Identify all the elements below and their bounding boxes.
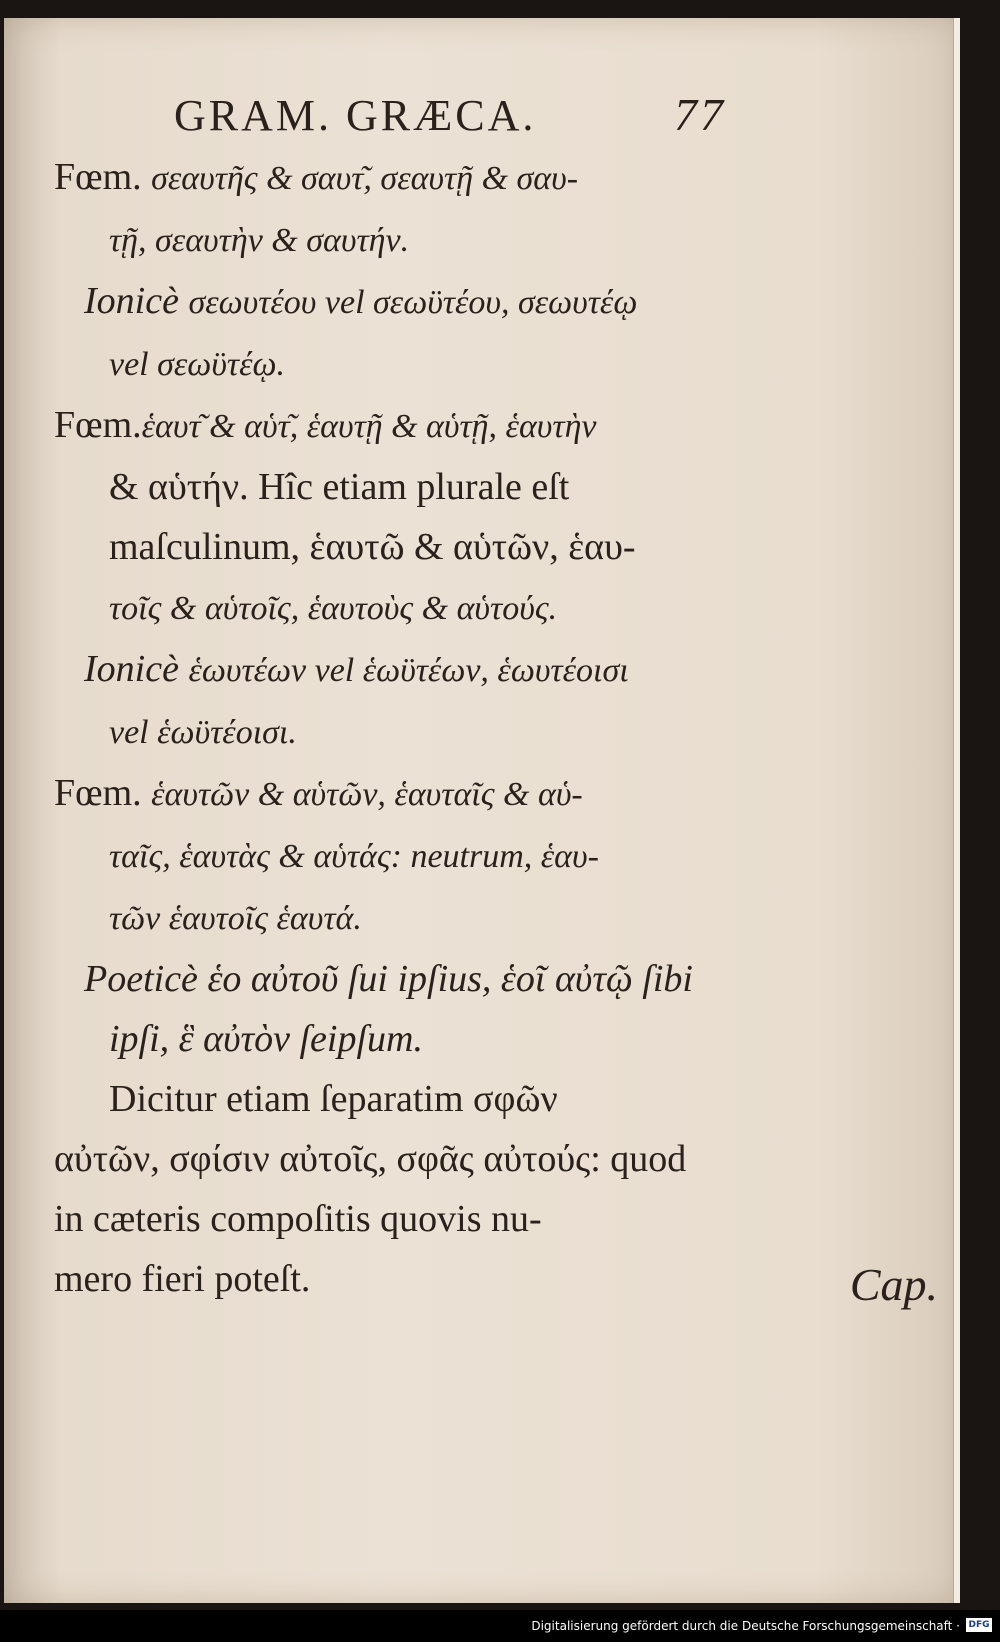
text-line (54, 517, 734, 577)
catchword: Cap. (849, 1259, 938, 1310)
line-text: vel ἑωϋτέοισι. (109, 714, 297, 751)
text-line (54, 639, 734, 701)
footer-bar (0, 1610, 1000, 1642)
text-line (54, 949, 734, 1009)
text-line (54, 1129, 734, 1189)
text-line (54, 1189, 734, 1249)
page-edge (953, 18, 960, 1603)
line-text: mero fieri poteſt. (54, 1258, 311, 1300)
running-head-title: GRAM. GRÆCA. (174, 91, 537, 140)
dfg-logo: DFG (966, 1618, 992, 1632)
line-lead: Fœm. (54, 156, 142, 198)
line-text: ἑαυτῶν & αὑτῶν, ἑαυταῖς & αὑ- (151, 776, 583, 813)
text-line (54, 701, 734, 763)
text-line (54, 577, 734, 639)
line-lead: Fœm. (54, 772, 142, 814)
book-page (4, 18, 960, 1603)
text-line (54, 457, 734, 517)
line-text: τῇ, σεαυτὴν & σαυτήν. (109, 222, 410, 259)
line-text: ταῖς, ἑαυτὰς & αὑτάς: neutrum, ἑαυ- (109, 838, 599, 875)
text-line (54, 763, 734, 825)
page-number: 77 (674, 89, 726, 140)
line-lead: Ionicè (84, 648, 179, 690)
text-line (54, 887, 734, 949)
line-text: & αὑτήν. Hîc etiam plurale eſt (109, 466, 570, 508)
line-text: vel σεωϋτέῳ. (109, 346, 285, 383)
line-lead: Ionicè (84, 280, 179, 322)
text-line (54, 1009, 734, 1069)
line-text: ἑωυτέων vel ἑωϋτέων, ἑωυτέοισι (188, 652, 629, 689)
line-text: τῶν ἑαυτοῖς ἑαυτά. (109, 900, 362, 937)
line-text: αὐτῶν, σφίσιν αὐτοῖς, σφᾶς αὐτούς: quod (54, 1138, 687, 1180)
line-text: ἑο αὐτοῦ ſui ipſius, ἑοῖ αὐτῷ ſibi (207, 958, 693, 1000)
text-line (54, 271, 734, 333)
text-line (54, 147, 734, 209)
line-text: Dicitur etiam ſeparatim σφῶν (109, 1078, 558, 1120)
line-text: ἑαυτ͂ & αὑτ͂, ἑαυτῇ & αὑτῇ, ἑαυτὴν (141, 408, 597, 445)
running-head (54, 88, 734, 141)
text-block (54, 88, 734, 1309)
text-line (54, 1249, 734, 1309)
line-text: σεαυτῆς & σαυτ͂, σεαυτῇ & σαυ- (151, 160, 579, 197)
line-text: τοῖς & αὑτοῖς, ἑαυτοὺς & αὑτούς. (109, 590, 558, 627)
line-lead: Fœm. (54, 404, 142, 446)
text-line (54, 333, 734, 395)
line-text: σεωυτέου vel σεωϋτέου, σεωυτέῳ (188, 284, 638, 321)
line-text: in cæteris compoſitis quovis nu- (54, 1198, 542, 1240)
text-line (54, 209, 734, 271)
text-line (54, 1069, 734, 1129)
line-text: ipſi, ἓ αὐτὸν ſeipſum. (109, 1018, 423, 1060)
text-line (54, 395, 734, 457)
footer-credit: Digitalisierung gefördert durch die Deutsche Forschungsgemeinschaft · (531, 1619, 960, 1633)
line-lead: Poeticè (84, 958, 198, 1000)
text-line (54, 825, 734, 887)
line-text: maſculinum, ἑαυτῶ & αὑτῶν, ἑαυ- (109, 526, 636, 568)
